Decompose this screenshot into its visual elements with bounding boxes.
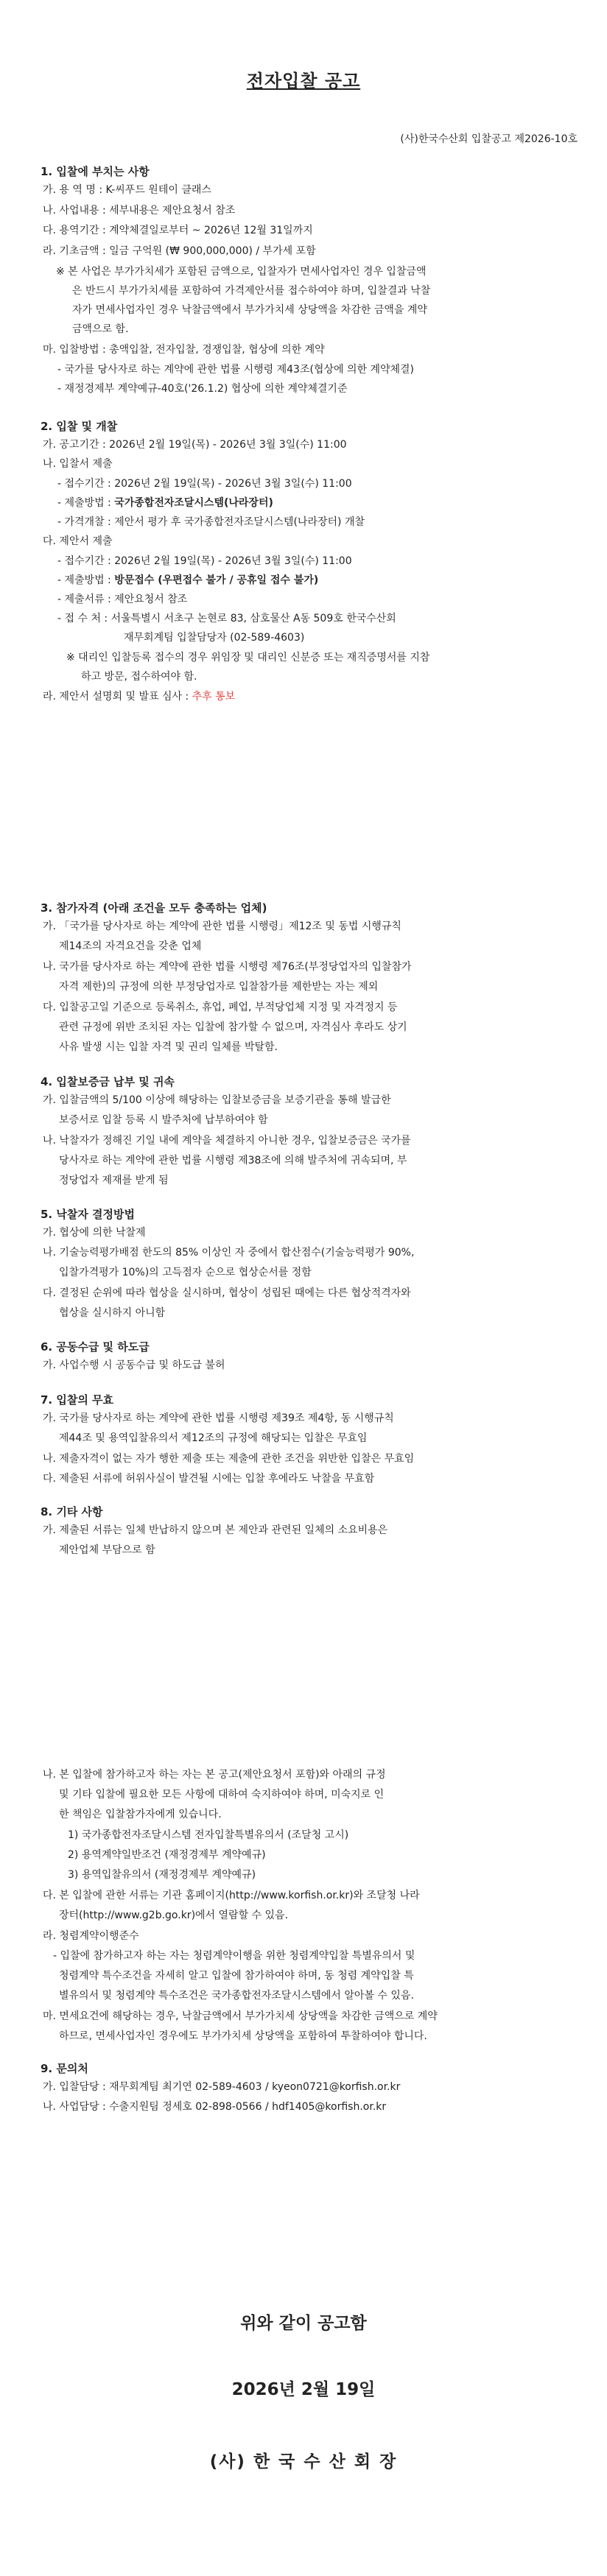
s8-ra-sub-2: 청렴계약 특수조건을 자세히 알고 입찰에 참가하여야 하며, 동 청렴 계약입찰 특: [59, 1970, 414, 1982]
s9-item-ga: 가. 입찰담당 : 재무회계팀 최기연 02-589-4603 / kyeon0721@korfish.or.kr: [43, 2081, 401, 2093]
s4-item-na-2: 당사자로 하는 계약에 관한 법률 시행령 제38조에 의해 발주처에 귀속되며, 부: [59, 1155, 407, 1166]
s2-da-sub-2-value: 방문접수 (우편접수 불가 / 공휴일 접수 불가): [114, 574, 319, 586]
s5-item-da-2: 협상을 실시하지 아니함: [59, 1307, 166, 1319]
s2-na-sub-2: [57, 497, 273, 510]
s9-item-na: 나. 사업담당 : 수출지원팀 정세호 02-898-0566 / hdf1405@korfish.or.kr: [43, 2101, 387, 2113]
s2-na-sub-1: - 접수기간 : 2026년 2월 19일(목) - 2026년 3월 3일(수) 11:00: [57, 478, 352, 490]
s2-item-da: 다. 제안서 제출: [43, 535, 113, 547]
s4-item-ga-1: 가. 입찰금액의 5/100 이상에 해당하는 입찰보증금을 보증기관을 통해 발급한: [43, 1094, 391, 1106]
issuer-name: (사) 한 국 수 산 회 장: [209, 2452, 398, 2471]
closing-statement: 위와 같이 공고함: [240, 2314, 367, 2333]
s2-da-sub-1: - 접수기간 : 2026년 2월 19일(목) - 2026년 3월 3일(수) 11:00: [57, 555, 352, 567]
s7-item-da: 다. 제출된 서류에 허위사실이 발견될 시에는 입찰 후에라도 낙찰을 무효함: [43, 1473, 375, 1485]
section-9-heading: 9. 문의처: [41, 2062, 88, 2075]
s1-item-da: 다. 용역기간 : 계약체결일로부터 ~ 2026년 12월 31일까지: [43, 225, 313, 236]
s2-item-na: 나. 입찰서 제출: [43, 458, 113, 470]
section-7-heading: 7. 입찰의 무효: [41, 1393, 114, 1407]
s2-ra-value: 추후 통보: [192, 691, 236, 703]
s1-ma-sub-2: - 재정경제부 계약예규-40호('26.1.2) 협상에 의한 계약체결기준: [57, 383, 348, 395]
s8-ra-sub-3: 별유의서 및 청렴계약 특수조건은 국가종합전자조달시스템에서 알아볼 수 있음.: [59, 1990, 414, 2002]
s2-na-sub-2-value: 국가종합전자조달시스템(나라장터): [114, 497, 273, 509]
s7-item-ga-2: 제44조 및 용역입찰유의서 제12조의 규정에 해당되는 입찰은 무효임: [59, 1432, 368, 1444]
s1-note-line-4: 금액으로 함.: [72, 323, 129, 335]
s2-ra-label: 라. 제안서 설명회 및 발표 심사 :: [43, 691, 192, 703]
s2-da-sub-4b: 재무회계팀 입찰담당자 (02-589-4603): [124, 632, 305, 644]
s8-item-ra: 라. 청렴계약이행준수: [43, 1930, 139, 1942]
s2-da-note-2: 하고 방문, 접수하여야 함.: [81, 671, 197, 683]
s8-item-da-1: 다. 본 입찰에 관한 서류는 기관 홈페이지(http://www.korfish.or.kr)와 조달청 나라: [43, 1890, 420, 1901]
section-8-heading: 8. 기타 사항: [41, 1505, 103, 1518]
s5-item-ga: 가. 협상에 의한 낙찰제: [43, 1227, 146, 1239]
s2-da-sub-2-label: - 제출방법 :: [57, 574, 115, 586]
s3-item-da-2: 관련 규정에 위반 조치된 자는 입찰에 참가할 수 없으며, 자격심사 후라도 상기: [59, 1021, 407, 1033]
s6-item-ga: 가. 사업수행 시 공동수급 및 하도급 불허: [43, 1359, 225, 1371]
s3-item-da-1: 다. 입찰공고일 기준으로 등록취소, 휴업, 폐업, 부적당업체 지정 및 자격정지 등: [43, 1002, 398, 1013]
s2-na-sub-3: - 가격개찰 : 제안서 평가 후 국가종합전자조달시스템(나라장터) 개찰: [57, 516, 365, 528]
s2-da-sub-3: - 제출서류 : 제안요청서 참조: [57, 594, 188, 605]
s5-item-na-2: 입찰가격평가 10%)의 고득점자 순으로 협상순서를 정함: [59, 1267, 312, 1278]
s1-note-line-1: ※ 본 사업은 부가가치세가 포함된 금액으로, 입찰자가 면세사업자인 경우 입찰금액: [56, 266, 427, 278]
section-3-heading: 3. 참가자격 (아래 조건을 모두 충족하는 업체): [41, 901, 267, 915]
section-1-heading: 1. 입찰에 부치는 사항: [41, 165, 150, 178]
s8-item-da-2: 장터(http://www.g2b.go.kr)에서 열람할 수 있음.: [59, 1910, 289, 1921]
document-title: 전자입찰 공고: [246, 71, 361, 91]
notice-reference-number: (사)한국수산회 입찰공고 제2026-10호: [400, 133, 578, 145]
notice-date: 2026년 2월 19일: [231, 2380, 376, 2399]
s2-item-ga: 가. 공고기간 : 2026년 2월 19일(목) - 2026년 3월 3일(수) 11:00: [43, 439, 347, 451]
s2-da-note-1: ※ 대리인 입찰등록 접수의 경우 위임장 및 대리인 신분증 또는 재직증명서를 지참: [66, 652, 430, 664]
s8-na-list-2: 2) 용역계약일반조건 (재정경제부 계약예규): [68, 1849, 266, 1861]
s4-item-ga-2: 보증서로 입찰 등록 시 발주처에 납부하여야 함: [59, 1114, 268, 1126]
s7-item-ga-1: 가. 국가를 당사자로 하는 계약에 관한 법률 시행령 제39조 제4항, 동 시행규칙: [43, 1412, 394, 1424]
s3-item-da-3: 사유 발생 시는 입찰 자격 및 권리 일체를 박탈함.: [59, 1041, 278, 1053]
s1-note-line-3: 자가 면세사업자인 경우 낙찰금액에서 부가가치세 상당액을 차감한 금액을 계약: [72, 304, 427, 316]
s8-item-ma-1: 마. 면세요건에 해당하는 경우, 낙찰금액에서 부가가치세 상당액을 차감한 금액으로 계약: [43, 2010, 438, 2022]
section-2-heading: 2. 입찰 및 개찰: [41, 420, 118, 433]
s8-na-list-3: 3) 용역입찰유의서 (재정경제부 계약예규): [68, 1869, 256, 1881]
s5-item-da-1: 다. 결정된 순위에 따라 협상을 실시하며, 협상이 성립된 때에는 다른 협상적격자와: [43, 1287, 411, 1299]
s2-da-sub-4a: - 접 수 처 : 서울특별시 서초구 논현로 83, 삼호물산 A동 509호 한국수산회: [57, 613, 396, 624]
s3-item-na-1: 나. 국가를 당사자로 하는 계약에 관한 법률 시행령 제76조(부정당업자의 입찰참가: [43, 961, 412, 973]
s8-item-ga-1: 가. 제출된 서류는 일체 반납하지 않으며 본 제안과 관련된 일체의 소요비용은: [43, 1524, 388, 1536]
s2-na-sub-2-label: - 제출방법 :: [57, 497, 115, 509]
s8-item-ga-2: 제안업체 부담으로 함: [59, 1544, 155, 1556]
section-6-heading: 6. 공동수급 및 하도급: [41, 1340, 150, 1354]
section-5-heading: 5. 낙찰자 결정방법: [41, 1208, 136, 1221]
s1-item-ra: 라. 기초금액 : 일금 구억원 (₩ 900,000,000) / 부가세 포함: [43, 245, 316, 257]
s4-item-na-1: 나. 낙찰자가 정해진 기일 내에 계약을 체결하지 아니한 경우, 입찰보증금은 국가를: [43, 1135, 411, 1147]
s2-item-ra: [43, 691, 235, 703]
s5-item-na-1: 나. 기술능력평가배점 한도의 85% 이상인 자 중에서 합산점수(기술능력평가 90%,: [43, 1247, 415, 1259]
s8-na-list-1: 1) 국가종합전자조달시스템 전자입찰특별유의서 (조달청 고시): [68, 1829, 349, 1841]
s8-item-ma-2: 하므로, 면세사업자인 경우에도 부가가치세 상당액을 포함하여 투찰하여야 합니다.: [59, 2030, 427, 2042]
s1-item-na: 나. 사업내용 : 세부내용은 제안요청서 참조: [43, 205, 236, 217]
s2-da-sub-2: [57, 574, 318, 587]
s3-item-na-2: 자격 제한)의 규정에 의한 부정당업자로 입찰참가를 제한받는 자는 제외: [59, 981, 379, 993]
s3-item-ga-2: 제14조의 자격요건을 갖춘 업체: [59, 940, 202, 952]
s7-item-na: 나. 제출자격이 없는 자가 행한 제출 또는 제출에 관한 조건을 위반한 입찰은 무효임: [43, 1453, 415, 1465]
s8-item-na-1: 나. 본 입찰에 참가하고자 하는 자는 본 공고(제안요청서 포함)와 아래의 규정: [43, 1769, 386, 1781]
s8-item-na-2: 및 기타 입찰에 필요한 모든 사항에 대하여 숙지하여야 하며, 미숙지로 인: [59, 1789, 385, 1801]
s1-item-ma: 마. 입찰방법 : 총액입찰, 전자입찰, 경쟁입찰, 협상에 의한 계약: [43, 344, 325, 356]
s1-note-line-2: 은 반드시 부가가치세를 포함하여 가격제안서를 접수하여야 하며, 입찰결과 낙찰: [72, 285, 431, 297]
s1-ma-sub-1: - 국가를 당사자로 하는 계약에 관한 법률 시행령 제43조(협상에 의한 계약체결): [57, 364, 415, 376]
s8-ra-sub-1: - 입찰에 참가하고자 하는 자는 청렴계약이행을 위한 청렴계약입찰 특별유의서 및: [53, 1950, 415, 1962]
s1-item-ga: 가. 용 역 명 : K-씨푸드 원테이 클래스: [43, 184, 211, 196]
s3-item-ga-1: 가. 「국가를 당사자로 하는 계약에 관한 법률 시행령」제12조 및 동법 시행규칙: [43, 921, 401, 932]
s4-item-na-3: 정당업자 제재를 받게 됨: [59, 1175, 169, 1186]
section-4-heading: 4. 입찰보증금 납부 및 귀속: [41, 1075, 175, 1088]
s8-item-na-3: 한 책임은 입찰참가자에게 있습니다.: [59, 1809, 222, 1820]
